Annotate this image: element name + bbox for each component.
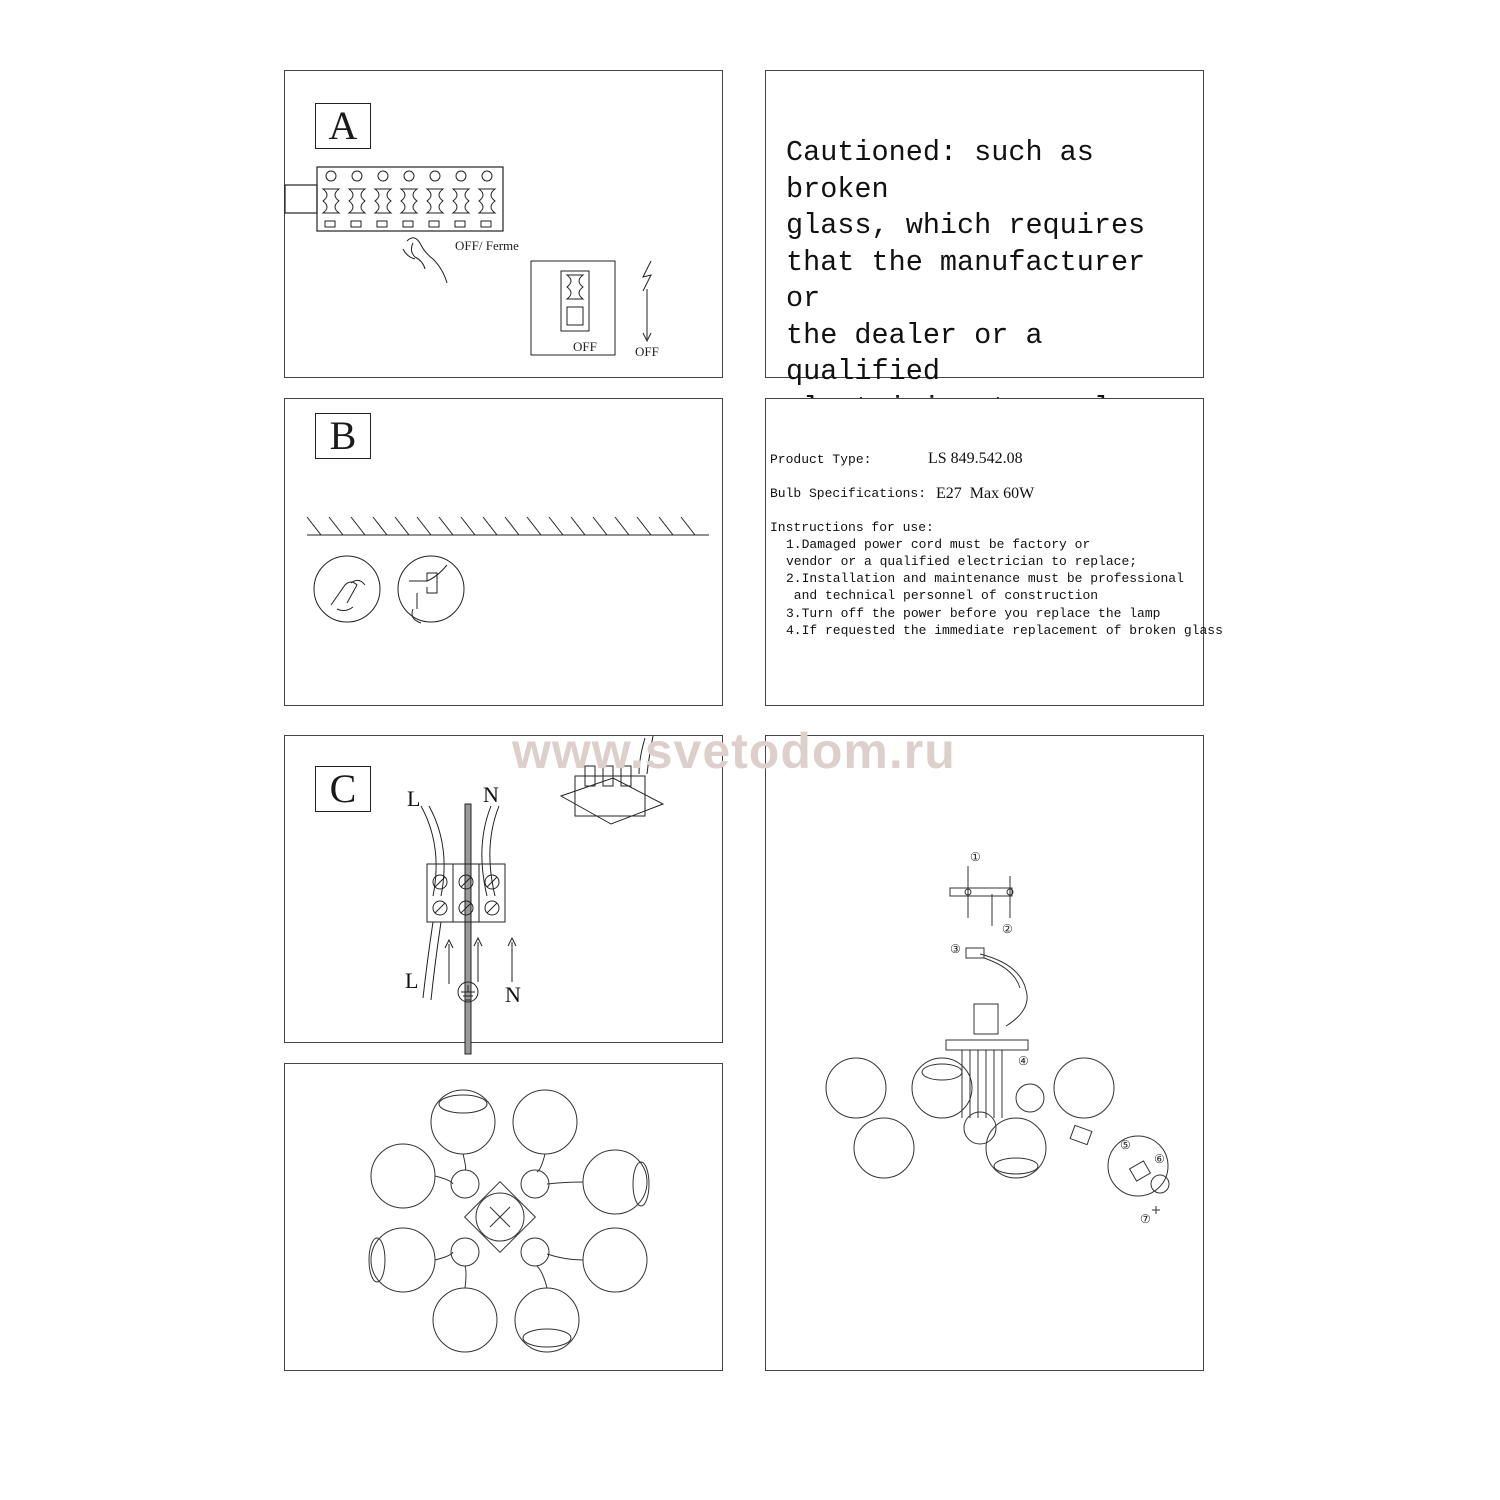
switch-off-label: OFF: [573, 339, 597, 354]
breaker-illustration: [285, 71, 724, 379]
hand-off-label: OFF/ Ferme: [455, 238, 519, 253]
callout-2: ②: [1002, 922, 1013, 936]
callout-1: ①: [970, 850, 981, 864]
wire-n-bottom: N: [505, 982, 521, 1007]
callout-3: ③: [950, 942, 961, 956]
assembly-exploded-view: [766, 736, 1205, 1372]
caution-text: Cautioned: such as broken glass, which requires that the manufacturer or the dealer or a qualified: [786, 136, 1146, 388]
panel-specifications: [765, 398, 1223, 706]
bulb-spec-value: E27 Max 60W: [936, 485, 1035, 502]
wire-l-top: L: [407, 786, 421, 811]
step-letter-c: C: [315, 766, 371, 812]
wire-l-bottom: L: [405, 968, 419, 993]
callout-5: ⑤: [1120, 1138, 1131, 1152]
ceiling-drill-illustration: [285, 399, 724, 707]
product-type-value: LS 849.542.08: [928, 450, 1023, 467]
callout-4: ④: [1018, 1054, 1029, 1068]
wire-n-top: N: [483, 782, 499, 807]
arrow-off-label: OFF: [635, 344, 659, 359]
product-type-label: Product Type:: [770, 452, 872, 467]
instruction-line: 3.Turn off the power before you replace the lamp: [786, 606, 1161, 621]
callout-7: ⑦: [1140, 1212, 1151, 1226]
instruction-line: and technical personnel of construction: [786, 588, 1099, 603]
bulb-spec-label: Bulb Specifications:: [770, 486, 927, 501]
panel-c-wiring: [284, 735, 723, 1043]
instruction-line: 2.Installation and maintenance must be professional: [786, 571, 1184, 586]
panel-assembly-exploded: [765, 735, 1204, 1371]
step-letter-b: B: [315, 413, 371, 459]
panel-top-view: [284, 1063, 723, 1371]
panel-a-power-off: [284, 70, 723, 378]
instruction-line: 4.If requested the immediate replacement of broken glass: [786, 623, 1223, 638]
watermark: www.svetodom.ru: [512, 723, 956, 779]
step-letter-a: A: [315, 103, 371, 149]
panel-caution: [765, 70, 1204, 388]
panel-b-drilling: [284, 398, 723, 706]
callout-6: ⑥: [1154, 1152, 1165, 1166]
instructions-title: Instructions for use:: [770, 520, 934, 535]
instruction-line: 1.Damaged power cord must be factory or: [786, 537, 1091, 552]
fixture-top-view: [285, 1064, 724, 1372]
instruction-line: vendor or a qualified electrician to replace;: [786, 554, 1138, 569]
